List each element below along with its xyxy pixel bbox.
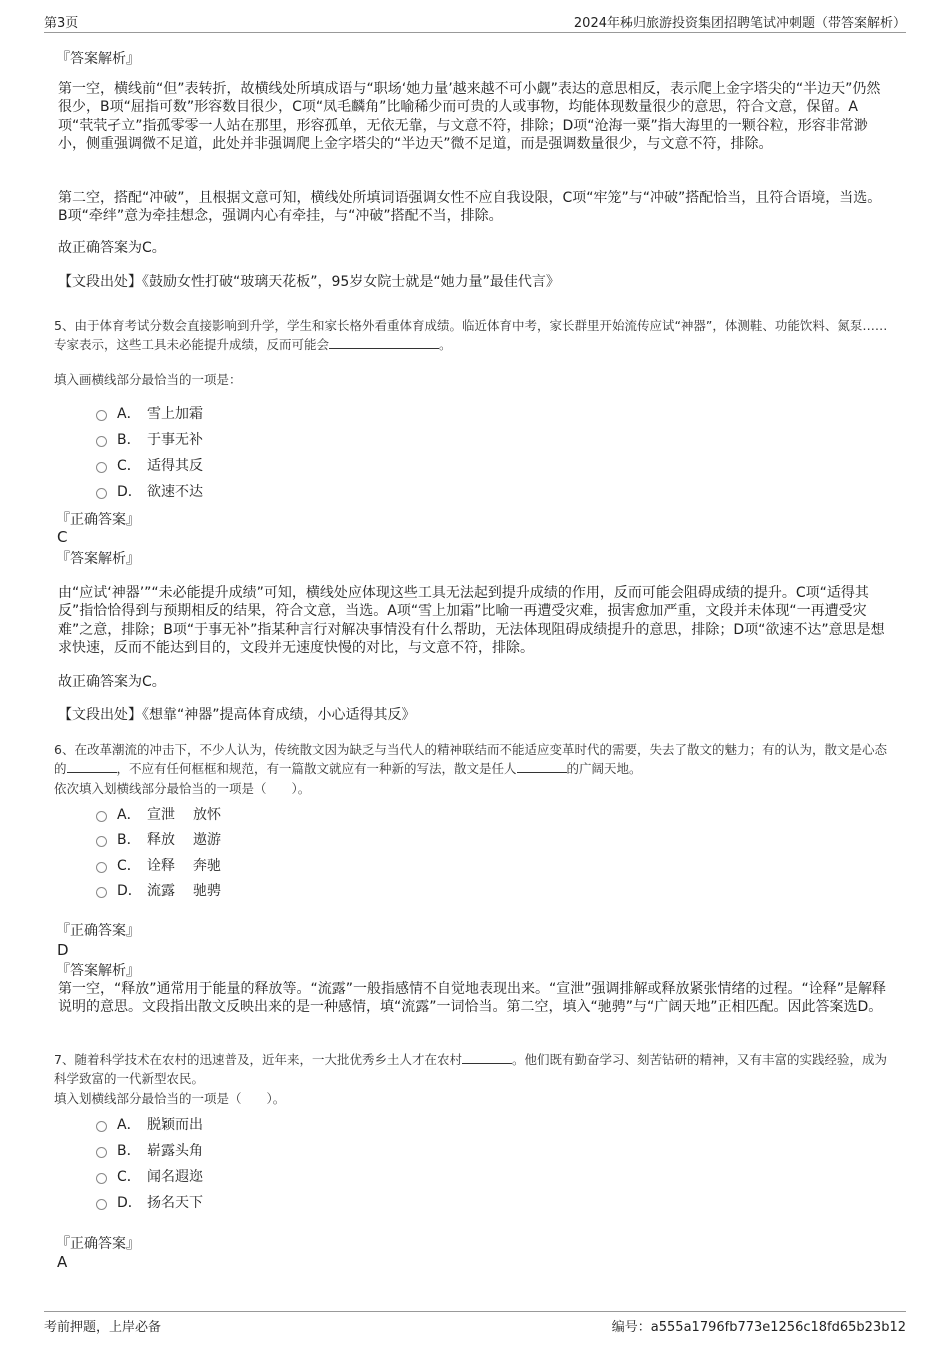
radio-icon[interactable] <box>96 811 107 822</box>
radio-icon[interactable] <box>96 836 107 847</box>
q6-analysis: 第一空，“释放”通常用于能量的释放等。“流露”一般指感情不自觉地表现出来。“宣泄”强调排解或释放紧张情绪的过程。“诠释”是解释说明的意思。文段指出散文反映出来的是一种感情，填“流露”一词恰当。第二空，填入“驰骋”与“广阔天地”正相匹配。因此答案选D。 <box>58 981 887 1016</box>
q4-source: 【文段出处】《鼓励女性打破“玻璃天花板”，95岁女院士就是“她力量”最佳代言》 <box>58 274 560 290</box>
q6-option-b[interactable]: B． 释放 遨游 <box>96 829 221 849</box>
q6-option-d[interactable]: D． 流露 驰骋 <box>96 880 221 900</box>
footer-slogan: 考前押题，上岸必备 <box>44 1320 162 1335</box>
radio-icon[interactable] <box>96 1121 107 1132</box>
q6-prompt: 依次填入划横线部分最恰当的一项是（ ）。 <box>54 781 311 796</box>
q4-conclusion: 故正确答案为C。 <box>58 240 166 256</box>
page-header <box>44 10 906 33</box>
radio-icon[interactable] <box>96 887 107 898</box>
document-title: 2024年秭归旅游投资集团招聘笔试冲刺题（带答案解析） <box>573 16 906 31</box>
q6-blank-1 <box>67 760 117 773</box>
q5-source: 【文段出处】《想靠“神器”提高体育成绩，小心适得其反》 <box>58 707 416 723</box>
page-number: 第3页 <box>44 16 79 31</box>
q7-blank <box>462 1051 512 1064</box>
q5-prompt: 填入画横线部分最恰当的一项是： <box>54 372 242 387</box>
radio-icon[interactable] <box>96 462 107 473</box>
radio-icon[interactable] <box>96 1199 107 1210</box>
radio-icon[interactable] <box>96 410 107 421</box>
q6-analysis-label: 『答案解析』 <box>56 963 140 979</box>
q5-option-d[interactable]: D． 欲速不达 <box>96 481 203 501</box>
q5-stem <box>54 317 896 354</box>
q5-analysis-label: 『答案解析』 <box>56 551 140 567</box>
q5-blank <box>329 336 439 349</box>
q6-option-c[interactable]: C． 诠释 奔驰 <box>96 855 221 875</box>
q5-stem-b: 。 <box>439 336 452 352</box>
radio-icon[interactable] <box>96 1173 107 1184</box>
q7-option-b[interactable]: B． 崭露头角 <box>96 1140 203 1160</box>
q4-analysis-p2: 第二空，搭配“冲破”，且根据文意可知，横线处所填词语强调女性不应自我设限，C项“牢笼”与“冲破”搭配恰当，且符合语境，当选。B项“牵绊”意为牵挂想念，强调内心有牵挂，与“冲破”搭配不当，排除。 <box>58 190 882 225</box>
q5-stem-a: 5、由于体育考试分数会直接影响到升学，学生和家长格外看重体育成绩。临近体育中考，家长群里开始流传应试“神器”，体测鞋、功能饮料、氮泵……专家表示，这些工具未必能提升成绩，反而可能会 <box>54 318 888 352</box>
q5-option-a[interactable]: A． 雪上加霜 <box>96 403 203 423</box>
radio-icon[interactable] <box>96 1147 107 1158</box>
radio-icon[interactable] <box>96 862 107 873</box>
q6-correct-label: 『正确答案』 <box>56 923 140 939</box>
q6-stem: 6、在改革潮流的冲击下，不少人认为，传统散文因为缺乏与当代人的精神联结而不能适应变革时代的需要，失去了散文的魅力；有的认为，散文是心态的 ，不应有任何框框和规范，有一篇散文就应有一种新的写法，散文是任人 的广阔天地。 <box>54 742 887 776</box>
q4-analysis-p1: 第一空，横线前“但”表转折，故横线处所填成语与“职场‘她力量’越来越不可小觑”表达的意思相反，表示爬上金字塔尖的“半边天”仍然很少，B项“屈指可数”形容数目很少，C项“凤毛麟角”比喻稀少而可贵的人或事物，均能体现数量很少的意思，符合文意，保留。A项“茕茕孑立”指孤零零一人站在那里，形容孤单，无依无靠，与文意不符，排除；D项“沧海一粟”指大海里的一颗谷粒，形容非常渺小，侧重强调微不足道，此处并非强调爬上金字塔尖的“半边天”微不足道，而是强调数量很少，与文意不符，排除。 <box>58 81 881 153</box>
q7-option-a[interactable]: A． 脱颖而出 <box>96 1114 203 1134</box>
q5-analysis: 由“应试‘神器’”“未必能提升成绩”可知，横线处应体现这些工具无法起到提升成绩的作用，反而可能会阻碍成绩的提升。C项“适得其反”指恰恰得到与预期相反的结果，符合文意，当选。A项“雪上加霜”比喻一再遭受灾难，损害愈加严重，文段并未体现“一再遭受灾难”之意，排除；B项“于事无补”指某种言行对解决事情没有什么帮助，无法体现阻碍成绩提升的意思，排除；D项“欲速不达”意思是想求快速，反而不能达到目的，文段并无速度快慢的对比，与文意不符，排除。 <box>58 585 885 657</box>
q7-stem: 7、随着科学技术在农村的迅速普及，近年来，一大批优秀乡土人才在农村 。他们既有勤奋学习、刻苦钻研的精神，又有丰富的实践经验，成为科学致富的一代新型农民。 <box>54 1052 887 1086</box>
q5-correct-label: 『正确答案』 <box>56 512 140 528</box>
q6-blank-2 <box>517 760 567 773</box>
q7-option-c[interactable]: C． 闻名遐迩 <box>96 1166 203 1186</box>
page-footer <box>44 1311 906 1336</box>
q5-option-c[interactable]: C． 适得其反 <box>96 455 203 475</box>
q7-option-d[interactable]: D． 扬名天下 <box>96 1192 203 1212</box>
footer-code: 编号：a555a1796fb773e1256c18fd65b23b12 <box>611 1320 906 1335</box>
radio-icon[interactable] <box>96 436 107 447</box>
q7-correct-label: 『正确答案』 <box>56 1236 140 1252</box>
q6-correct-answer: D <box>57 941 69 959</box>
q6-option-a[interactable]: A． 宣泄 放怀 <box>96 804 221 824</box>
q5-correct-answer: C <box>57 528 68 546</box>
q4-analysis-label: 『答案解析』 <box>56 51 140 67</box>
q5-option-b[interactable]: B． 于事无补 <box>96 429 203 449</box>
q7-correct-answer: A <box>57 1253 68 1271</box>
q7-prompt: 填入划横线部分最恰当的一项是（ ）。 <box>54 1091 286 1106</box>
q5-conclusion: 故正确答案为C。 <box>58 674 166 690</box>
radio-icon[interactable] <box>96 488 107 499</box>
